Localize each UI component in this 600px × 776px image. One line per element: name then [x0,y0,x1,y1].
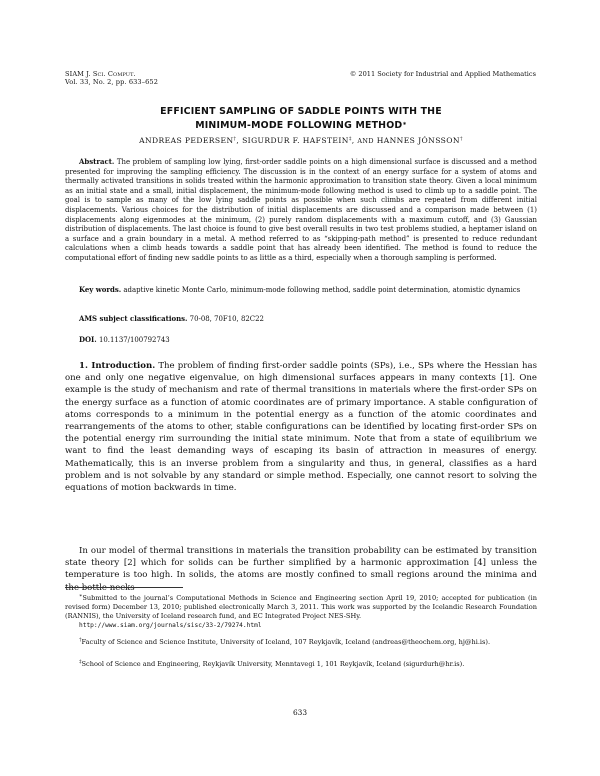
footnote-1-url[interactable]: http://www.siam.org/journals/sisc/33-2/79274.html [79,622,262,629]
ams-classifications [65,314,537,325]
author-3: HANNES JÓNSSON [376,136,460,145]
footnote-2 [65,636,537,647]
footnote-3-text: School of Science and Engineering, Reykjavík University, Menntavegi 1, 101 Reykjavík, Iceland (sigurdurh@hr.is). [81,660,465,668]
footnote-1-mark: ∗ [79,593,83,599]
ams-label: AMS subject classifications. [79,314,188,323]
footnote-2-mark: † [79,637,82,643]
intro-paragraph-1 [65,360,537,494]
paper-title [80,106,522,132]
page-number: 633 [292,708,308,717]
author-3-mark: † [459,136,463,142]
copyright-notice: © 2011 Society for Industrial and Applied Mathematics [349,70,536,78]
author-and: AND [357,137,374,145]
author-1-mark: † [233,136,237,142]
author-list [80,136,522,145]
title-footnote-mark: ∗ [402,121,407,127]
footnote-2-text: Faculty of Science and Science Institute, University of Iceland, 107 Reykjavík, Iceland (andreas@theochem.org, hj@hi.is). [81,638,491,646]
intro-text-2: In our model of thermal transitions in materials the transition probability can be estimated by transition state theory [2] which for solids can be further simplified by a harmonic approximation [4] unless the temperature is too high. In solids, the atoms are mostly confined to small regions around the minima and the bottle necks [65,546,537,593]
doi-label: DOI. [79,335,97,344]
footnote-1-text: Submitted to the journal’s Computational Methods in Science and Engineering section April 19, 2010; accepted for publication (in revised form) December 13, 2010; published electronically March 3, 2011. This work was supported by the Icelandic Research Foundation (RANNIS), the University of Iceland research fund, and EC Integrated Project NES-SHy. [65,594,537,620]
keywords-label: Key words. [79,285,122,294]
title-line-1: EFFICIENT SAMPLING OF SADDLE POINTS WITH THE [160,106,442,117]
section-heading: 1. Introduction. [79,361,156,371]
doi [65,335,537,346]
ams-text: 70-08, 70F10, 82C22 [189,315,264,323]
intro-text-1: The problem of finding first-order saddle points (SPs), i.e., SPs where the Hessian has one and only one negative eigenvalue, on high dimensional surfaces appears in many contexts [1]. One example is the study of mechanism and rate of thermal transitions in materials where the first-order SPs on the energy surface as a function of atomic coordinates are of primary importance. A stable configuration of atoms corresponds to a minimum in the potential energy as a function of the atomic coordinates and rearrangements of the atoms to other, stable configurations can be identified by locating first-order SPs on the potential energy rim surrounding the initial state minimum. Note that from a state of equilibrium we want to find the least demanding ways of escaping its basin of attraction in measures of energy. Mathematically, this is an inverse problem from a singularity and thus, in general, classifies as a hard problem and is not solvable by any standard or simple method. Especially, one cannot resort to solving the equations of motion backwards in time. [65,361,538,494]
abstract-label: Abstract. [79,157,115,166]
footnote-1 [65,592,537,630]
footnote-rule [65,587,183,588]
journal-name: SIAM J. Sci. Comput. [65,70,136,78]
author-separator-2: , [351,136,355,145]
abstract [65,157,537,264]
keywords [65,285,537,296]
title-line-2: MINIMUM-MODE FOLLOWING METHOD [195,120,403,131]
author-separator: , [236,136,240,145]
author-2-mark: ‡ [348,136,352,142]
journal-volume: Vol. 33, No. 2, pp. 633–652 [65,78,159,87]
author-2: SIGURDUR F. HAFSTEIN [242,136,349,145]
footnote-3-mark: ‡ [79,659,82,665]
abstract-text: The problem of sampling low lying, first-order saddle points on a high dimensional surface is discussed and a method presented for improving the sampling efficiency. The discussion is in the context of an energy surface for a system of atoms and thermally activated transitions in solids treated within the harmonic approximation to transition state theory. Given a local minimum as an initial state and a small, initial displacement, the minimum-mode following method is used to climb up to a saddle point. The goal is to sample as many of the low lying saddle points as possible when such climbs are repeated from different initial displacements. Various choices for the distribution of initial displacements are discussed and a comparison made between (1) displacements along eigenmodes at the minimum, (2) purely random displacements with a maximum cutoff, and (3) Gaussian distribution of displacements. The last choice is found to give best overall results in two test problems studied, a heptamer island on a surface and a grain boundary in a metal. A method referred to as “skipping-path method” is presented to reduce redundant calculations when a climb heads towards a saddle point that has already been identified. The method is found to reduce the computational effort of finding new saddle points to as little as a third, especially when a thorough sampling is performed. [65,158,537,262]
keywords-text: adaptive kinetic Monte Carlo, minimum-mode following method, saddle point determination, atomistic dynamics [123,286,521,294]
doi-text: 10.1137/100792743 [98,336,170,344]
journal-citation [65,70,158,87]
author-1: ANDREAS PEDERSEN [139,136,234,145]
footnote-3 [65,658,537,669]
